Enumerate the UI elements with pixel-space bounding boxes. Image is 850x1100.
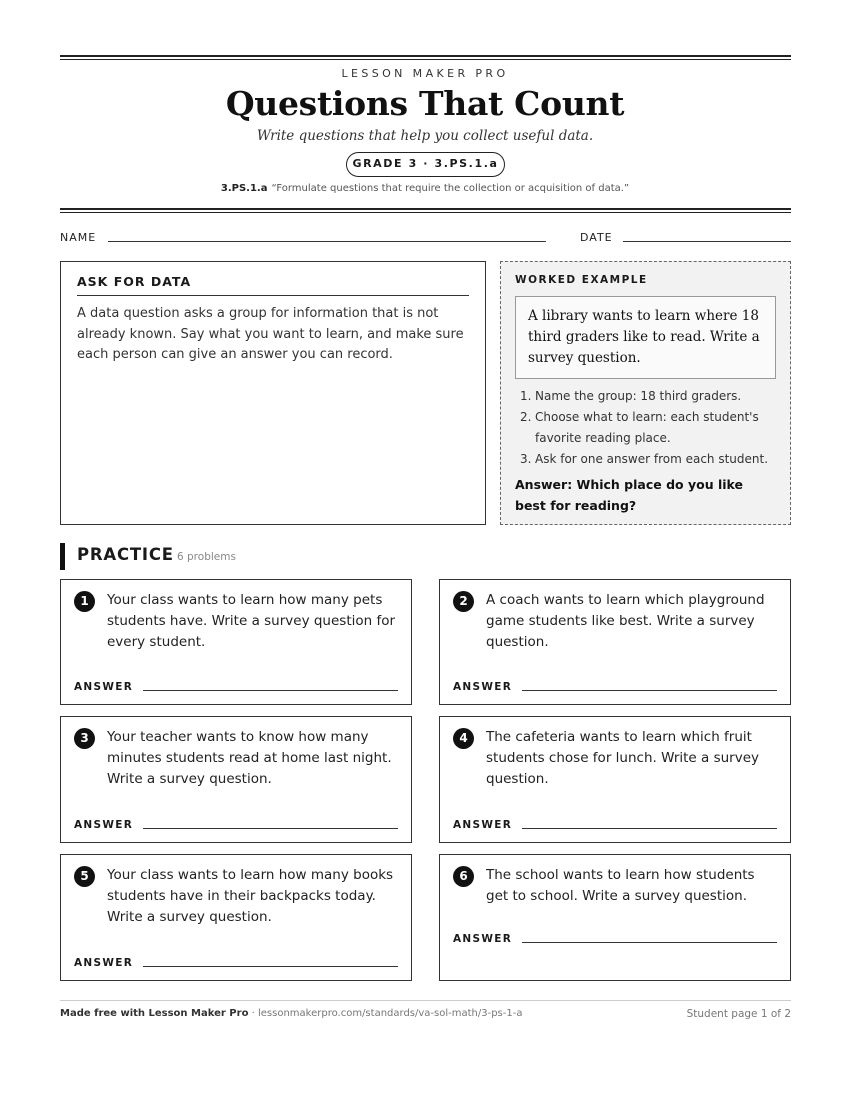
footer-credit — [60, 1008, 522, 1019]
answer-label: ANSWER — [453, 681, 513, 693]
worked-example-prompt: A library wants to learn where 18 third graders like to read. Write a survey question. — [515, 296, 776, 379]
footer-made-with: Made free with Lesson Maker Pro — [60, 1008, 249, 1019]
step-item: 1. Name the group: 18 third graders. — [520, 389, 742, 403]
standard-line — [0, 183, 850, 194]
name-label: NAME — [60, 231, 97, 244]
answer-label: ANSWER — [74, 819, 134, 831]
brand-name: LESSON MAKER PRO — [341, 67, 509, 80]
header-bottom-rule — [60, 208, 791, 213]
step-item: 3. Ask for one answer from each student. — [520, 452, 769, 466]
problem-text: Your class wants to learn how many books students have in their backpacks today. Write a survey question. — [107, 867, 394, 925]
problem-number-badge: 3 — [74, 728, 95, 749]
problem-number-badge: 5 — [74, 866, 95, 887]
practice-count: 6 problems — [177, 551, 236, 563]
ask-for-data-text: A data question asks a group for information that is not already known. Say what you want to learn, and make sure each person can give an answer you can record. — [77, 306, 464, 362]
problem-number-badge: 4 — [453, 728, 474, 749]
grade-badge: GRADE 3 · 3.PS.1.a — [346, 152, 505, 177]
problem-card-6 — [439, 854, 791, 981]
answer-field[interactable] — [143, 828, 398, 829]
problem-text: A coach wants to learn which playground game students like best. Write a survey question. — [486, 592, 765, 650]
name-field[interactable] — [108, 241, 546, 242]
answer-field[interactable] — [522, 942, 777, 943]
ask-for-data-box — [60, 261, 486, 525]
footer-url[interactable]: · lessonmakerpro.com/standards/va-sol-math/3-ps-1-a — [248, 1008, 523, 1019]
date-field[interactable] — [623, 241, 791, 242]
answer-row — [74, 681, 398, 693]
page-title: Questions That Count — [225, 84, 625, 123]
answer-field[interactable] — [522, 828, 777, 829]
answer-field[interactable] — [143, 690, 398, 691]
problem-number-badge: 6 — [453, 866, 474, 887]
footer-rule — [60, 1000, 791, 1001]
step-item: 2. Choose what to learn: each student's favorite reading place. — [520, 410, 759, 445]
problem-card-1 — [60, 579, 412, 705]
footer-page-number: Student page 1 of 2 — [686, 1008, 791, 1020]
answer-label: ANSWER — [74, 957, 134, 969]
problem-text: The cafeteria wants to learn which fruit students chose for lunch. Write a survey question. — [486, 729, 759, 787]
answer-label: ANSWER — [453, 933, 513, 945]
page-subtitle: Write questions that help you collect useful data. — [256, 128, 594, 144]
answer-row — [74, 957, 398, 969]
date-label: DATE — [580, 231, 613, 244]
worked-example-heading: WORKED EXAMPLE — [515, 274, 648, 286]
problem-number-badge: 1 — [74, 591, 95, 612]
standard-code: 3.PS.1.a — [220, 183, 268, 194]
answer-row — [453, 933, 777, 945]
answer-field[interactable] — [522, 690, 777, 691]
ask-for-data-heading: ASK FOR DATA — [77, 274, 469, 296]
answer-row — [74, 819, 398, 831]
problem-card-4 — [439, 716, 791, 843]
answer-field[interactable] — [143, 966, 398, 967]
problem-card-5 — [60, 854, 412, 981]
worked-example-steps — [515, 386, 776, 470]
problem-number-badge: 2 — [453, 591, 474, 612]
problem-text: Your teacher wants to know how many minutes students read at home last night. Write a survey question. — [107, 729, 392, 787]
top-rule — [60, 55, 791, 60]
problem-card-2 — [439, 579, 791, 705]
answer-row — [453, 819, 777, 831]
worked-example-box — [500, 261, 791, 525]
answer-label: ANSWER — [74, 681, 134, 693]
practice-accent-bar — [60, 543, 65, 570]
answer-row — [453, 681, 777, 693]
problem-text: Your class wants to learn how many pets students have. Write a survey question for every student. — [107, 592, 396, 650]
problem-card-3 — [60, 716, 412, 843]
practice-title: PRACTICE — [77, 545, 174, 564]
standard-text: “Formulate questions that require the collection or acquisition of data.” — [271, 183, 630, 194]
worked-example-answer: Answer: Which place do you like best for reading? — [515, 477, 743, 513]
problem-text: The school wants to learn how students get to school. Write a survey question. — [486, 867, 755, 904]
answer-label: ANSWER — [453, 819, 513, 831]
